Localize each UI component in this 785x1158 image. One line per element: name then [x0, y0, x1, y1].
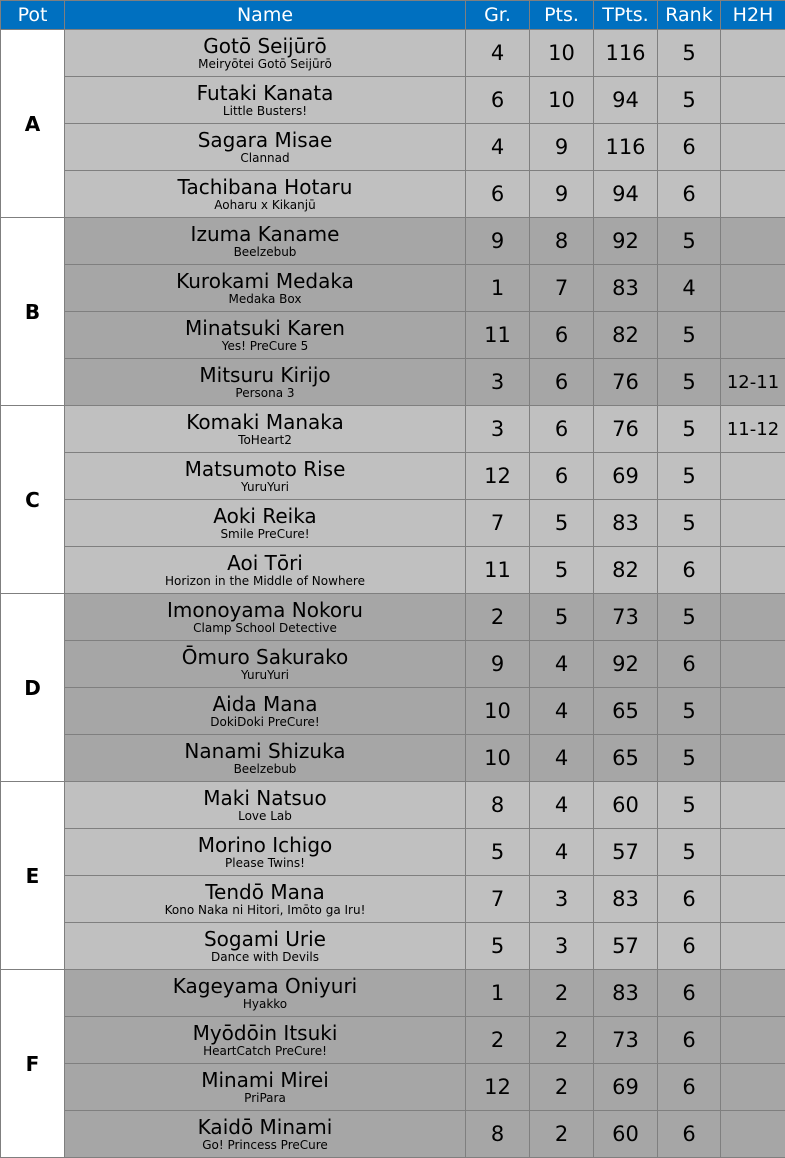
total-points-cell: 73: [594, 1017, 658, 1064]
table-row: [1, 453, 785, 500]
h2h-cell: [721, 1111, 785, 1158]
group-cell: 4: [466, 124, 530, 171]
h2h-cell: [721, 641, 785, 688]
points-cell: 5: [530, 594, 594, 641]
total-points-cell: 92: [594, 641, 658, 688]
points-cell: 2: [530, 1111, 594, 1158]
series-name: Little Busters!: [65, 104, 465, 119]
name-cell: [65, 30, 466, 77]
group-cell: 5: [466, 923, 530, 970]
name-cell: [65, 312, 466, 359]
pot-label: C: [1, 406, 65, 594]
h2h-cell: [721, 265, 785, 312]
group-cell: 11: [466, 547, 530, 594]
pot-label: B: [1, 218, 65, 406]
group-cell: 7: [466, 500, 530, 547]
total-points-cell: 83: [594, 970, 658, 1017]
series-name: YuruYuri: [65, 480, 465, 495]
group-cell: 6: [466, 77, 530, 124]
table-row: [1, 171, 785, 218]
h2h-cell: [721, 923, 785, 970]
series-name: Medaka Box: [65, 292, 465, 307]
points-cell: 3: [530, 876, 594, 923]
table-row: [1, 500, 785, 547]
character-name: Gotō Seijūrō: [65, 35, 465, 57]
table-row: [1, 406, 785, 453]
name-cell: [65, 641, 466, 688]
points-cell: 10: [530, 30, 594, 77]
rank-cell: 5: [658, 312, 721, 359]
character-name: Komaki Manaka: [65, 411, 465, 433]
series-name: Aoharu x Kikanjū: [65, 198, 465, 213]
h2h-cell: [721, 312, 785, 359]
points-cell: 3: [530, 923, 594, 970]
h2h-cell: [721, 500, 785, 547]
table-row: [1, 688, 785, 735]
points-cell: 7: [530, 265, 594, 312]
table-row: [1, 970, 785, 1017]
points-cell: 2: [530, 1064, 594, 1111]
h2h-cell: [721, 735, 785, 782]
series-name: Hyakko: [65, 997, 465, 1012]
character-name: Matsumoto Rise: [65, 458, 465, 480]
series-name: YuruYuri: [65, 668, 465, 683]
name-cell: [65, 594, 466, 641]
group-cell: 1: [466, 265, 530, 312]
series-name: ToHeart2: [65, 433, 465, 448]
name-cell: [65, 782, 466, 829]
table-row: [1, 829, 785, 876]
total-points-cell: 83: [594, 876, 658, 923]
points-cell: 6: [530, 359, 594, 406]
character-name: Imonoyama Nokoru: [65, 599, 465, 621]
pot-label: F: [1, 970, 65, 1158]
rank-cell: 6: [658, 970, 721, 1017]
header-pot: Pot: [1, 1, 65, 30]
group-cell: 8: [466, 782, 530, 829]
rank-cell: 6: [658, 124, 721, 171]
character-name: Tendō Mana: [65, 881, 465, 903]
group-cell: 2: [466, 1017, 530, 1064]
total-points-cell: 57: [594, 923, 658, 970]
name-cell: [65, 1111, 466, 1158]
series-name: Horizon in the Middle of Nowhere: [65, 574, 465, 589]
name-cell: [65, 923, 466, 970]
character-name: Aoki Reika: [65, 505, 465, 527]
table-row: [1, 923, 785, 970]
group-cell: 7: [466, 876, 530, 923]
points-cell: 5: [530, 547, 594, 594]
group-cell: 9: [466, 218, 530, 265]
total-points-cell: 76: [594, 406, 658, 453]
standings-body: [1, 30, 785, 1158]
rank-cell: 5: [658, 688, 721, 735]
total-points-cell: 60: [594, 782, 658, 829]
character-name: Kageyama Oniyuri: [65, 975, 465, 997]
character-name: Myōdōin Itsuki: [65, 1022, 465, 1044]
character-name: Sagara Misae: [65, 129, 465, 151]
rank-cell: 6: [658, 876, 721, 923]
pot-label: D: [1, 594, 65, 782]
rank-cell: 5: [658, 500, 721, 547]
table-row: [1, 1017, 785, 1064]
header-row: [1, 1, 785, 30]
character-name: Sogami Urie: [65, 928, 465, 950]
group-cell: 5: [466, 829, 530, 876]
group-cell: 3: [466, 359, 530, 406]
table-row: [1, 312, 785, 359]
pot-label: A: [1, 30, 65, 218]
character-name: Kurokami Medaka: [65, 270, 465, 292]
h2h-cell: [721, 594, 785, 641]
total-points-cell: 69: [594, 453, 658, 500]
points-cell: 4: [530, 735, 594, 782]
table-row: [1, 876, 785, 923]
rank-cell: 6: [658, 1017, 721, 1064]
points-cell: 2: [530, 1017, 594, 1064]
total-points-cell: 76: [594, 359, 658, 406]
name-cell: [65, 1017, 466, 1064]
h2h-cell: [721, 782, 785, 829]
rank-cell: 6: [658, 1111, 721, 1158]
total-points-cell: 65: [594, 688, 658, 735]
header-rank: Rank: [658, 1, 721, 30]
character-name: Tachibana Hotaru: [65, 176, 465, 198]
group-cell: 12: [466, 453, 530, 500]
header-name: Name: [65, 1, 466, 30]
series-name: DokiDoki PreCure!: [65, 715, 465, 730]
group-cell: 4: [466, 30, 530, 77]
h2h-cell: 11-12: [721, 406, 785, 453]
series-name: Meiryōtei Gotō Seijūrō: [65, 57, 465, 72]
group-cell: 2: [466, 594, 530, 641]
series-name: PriPara: [65, 1091, 465, 1106]
h2h-cell: [721, 688, 785, 735]
total-points-cell: 57: [594, 829, 658, 876]
h2h-cell: [721, 970, 785, 1017]
points-cell: 8: [530, 218, 594, 265]
name-cell: [65, 171, 466, 218]
table-row: [1, 1064, 785, 1111]
rank-cell: 5: [658, 77, 721, 124]
name-cell: [65, 876, 466, 923]
name-cell: [65, 1064, 466, 1111]
group-cell: 6: [466, 171, 530, 218]
rank-cell: 4: [658, 265, 721, 312]
points-cell: 10: [530, 77, 594, 124]
points-cell: 9: [530, 124, 594, 171]
points-cell: 6: [530, 453, 594, 500]
series-name: Persona 3: [65, 386, 465, 401]
table-row: [1, 124, 785, 171]
character-name: Mitsuru Kirijo: [65, 364, 465, 386]
h2h-cell: 12-11: [721, 359, 785, 406]
total-points-cell: 116: [594, 30, 658, 77]
series-name: Go! Princess PreCure: [65, 1138, 465, 1153]
total-points-cell: 83: [594, 265, 658, 312]
total-points-cell: 82: [594, 312, 658, 359]
rank-cell: 5: [658, 453, 721, 500]
series-name: Please Twins!: [65, 856, 465, 871]
h2h-cell: [721, 124, 785, 171]
group-cell: 10: [466, 688, 530, 735]
h2h-cell: [721, 171, 785, 218]
name-cell: [65, 218, 466, 265]
table-row: [1, 359, 785, 406]
group-cell: 10: [466, 735, 530, 782]
character-name: Minatsuki Karen: [65, 317, 465, 339]
header-points: Pts.: [530, 1, 594, 30]
group-cell: 11: [466, 312, 530, 359]
character-name: Nanami Shizuka: [65, 740, 465, 762]
header-total-points: TPts.: [594, 1, 658, 30]
series-name: Smile PreCure!: [65, 527, 465, 542]
header-h2h: H2H: [721, 1, 785, 30]
name-cell: [65, 735, 466, 782]
total-points-cell: 94: [594, 171, 658, 218]
h2h-cell: [721, 829, 785, 876]
name-cell: [65, 453, 466, 500]
name-cell: [65, 970, 466, 1017]
character-name: Minami Mirei: [65, 1069, 465, 1091]
total-points-cell: 82: [594, 547, 658, 594]
rank-cell: 5: [658, 359, 721, 406]
rank-cell: 5: [658, 782, 721, 829]
name-cell: [65, 547, 466, 594]
character-name: Morino Ichigo: [65, 834, 465, 856]
series-name: Beelzebub: [65, 245, 465, 260]
points-cell: 4: [530, 641, 594, 688]
series-name: Dance with Devils: [65, 950, 465, 965]
character-name: Aida Mana: [65, 693, 465, 715]
rank-cell: 5: [658, 218, 721, 265]
rank-cell: 5: [658, 735, 721, 782]
points-cell: 9: [530, 171, 594, 218]
series-name: Yes! PreCure 5: [65, 339, 465, 354]
table-row: [1, 735, 785, 782]
rank-cell: 5: [658, 406, 721, 453]
table-row: [1, 265, 785, 312]
group-cell: 8: [466, 1111, 530, 1158]
points-cell: 2: [530, 970, 594, 1017]
points-cell: 6: [530, 406, 594, 453]
name-cell: [65, 265, 466, 312]
rank-cell: 6: [658, 1064, 721, 1111]
name-cell: [65, 500, 466, 547]
points-cell: 4: [530, 688, 594, 735]
total-points-cell: 94: [594, 77, 658, 124]
rank-cell: 5: [658, 594, 721, 641]
name-cell: [65, 359, 466, 406]
character-name: Izuma Kaname: [65, 223, 465, 245]
pot-label: E: [1, 782, 65, 970]
h2h-cell: [721, 218, 785, 265]
total-points-cell: 92: [594, 218, 658, 265]
group-cell: 1: [466, 970, 530, 1017]
total-points-cell: 116: [594, 124, 658, 171]
character-name: Ōmuro Sakurako: [65, 646, 465, 668]
total-points-cell: 83: [594, 500, 658, 547]
table-row: [1, 782, 785, 829]
h2h-cell: [721, 1064, 785, 1111]
rank-cell: 6: [658, 171, 721, 218]
group-cell: 9: [466, 641, 530, 688]
name-cell: [65, 77, 466, 124]
points-cell: 5: [530, 500, 594, 547]
character-name: Aoi Tōri: [65, 552, 465, 574]
h2h-cell: [721, 30, 785, 77]
group-cell: 12: [466, 1064, 530, 1111]
series-name: Clannad: [65, 151, 465, 166]
rank-cell: 5: [658, 829, 721, 876]
name-cell: [65, 829, 466, 876]
table-row: [1, 218, 785, 265]
name-cell: [65, 124, 466, 171]
table-row: [1, 547, 785, 594]
series-name: HeartCatch PreCure!: [65, 1044, 465, 1059]
total-points-cell: 73: [594, 594, 658, 641]
series-name: Kono Naka ni Hitori, Imōto ga Iru!: [65, 903, 465, 918]
h2h-cell: [721, 876, 785, 923]
character-name: Maki Natsuo: [65, 787, 465, 809]
name-cell: [65, 406, 466, 453]
group-cell: 3: [466, 406, 530, 453]
table-row: [1, 77, 785, 124]
points-cell: 6: [530, 312, 594, 359]
rank-cell: 6: [658, 547, 721, 594]
table-row: [1, 1111, 785, 1158]
total-points-cell: 60: [594, 1111, 658, 1158]
h2h-cell: [721, 547, 785, 594]
table-row: [1, 641, 785, 688]
character-name: Futaki Kanata: [65, 82, 465, 104]
series-name: Clamp School Detective: [65, 621, 465, 636]
rank-cell: 6: [658, 923, 721, 970]
rank-cell: 6: [658, 641, 721, 688]
name-cell: [65, 688, 466, 735]
series-name: Love Lab: [65, 809, 465, 824]
series-name: Beelzebub: [65, 762, 465, 777]
points-cell: 4: [530, 782, 594, 829]
character-name: Kaidō Minami: [65, 1116, 465, 1138]
points-cell: 4: [530, 829, 594, 876]
header-group: Gr.: [466, 1, 530, 30]
h2h-cell: [721, 453, 785, 500]
h2h-cell: [721, 1017, 785, 1064]
total-points-cell: 65: [594, 735, 658, 782]
rank-cell: 5: [658, 30, 721, 77]
h2h-cell: [721, 77, 785, 124]
table-row: [1, 594, 785, 641]
table-row: [1, 30, 785, 77]
total-points-cell: 69: [594, 1064, 658, 1111]
